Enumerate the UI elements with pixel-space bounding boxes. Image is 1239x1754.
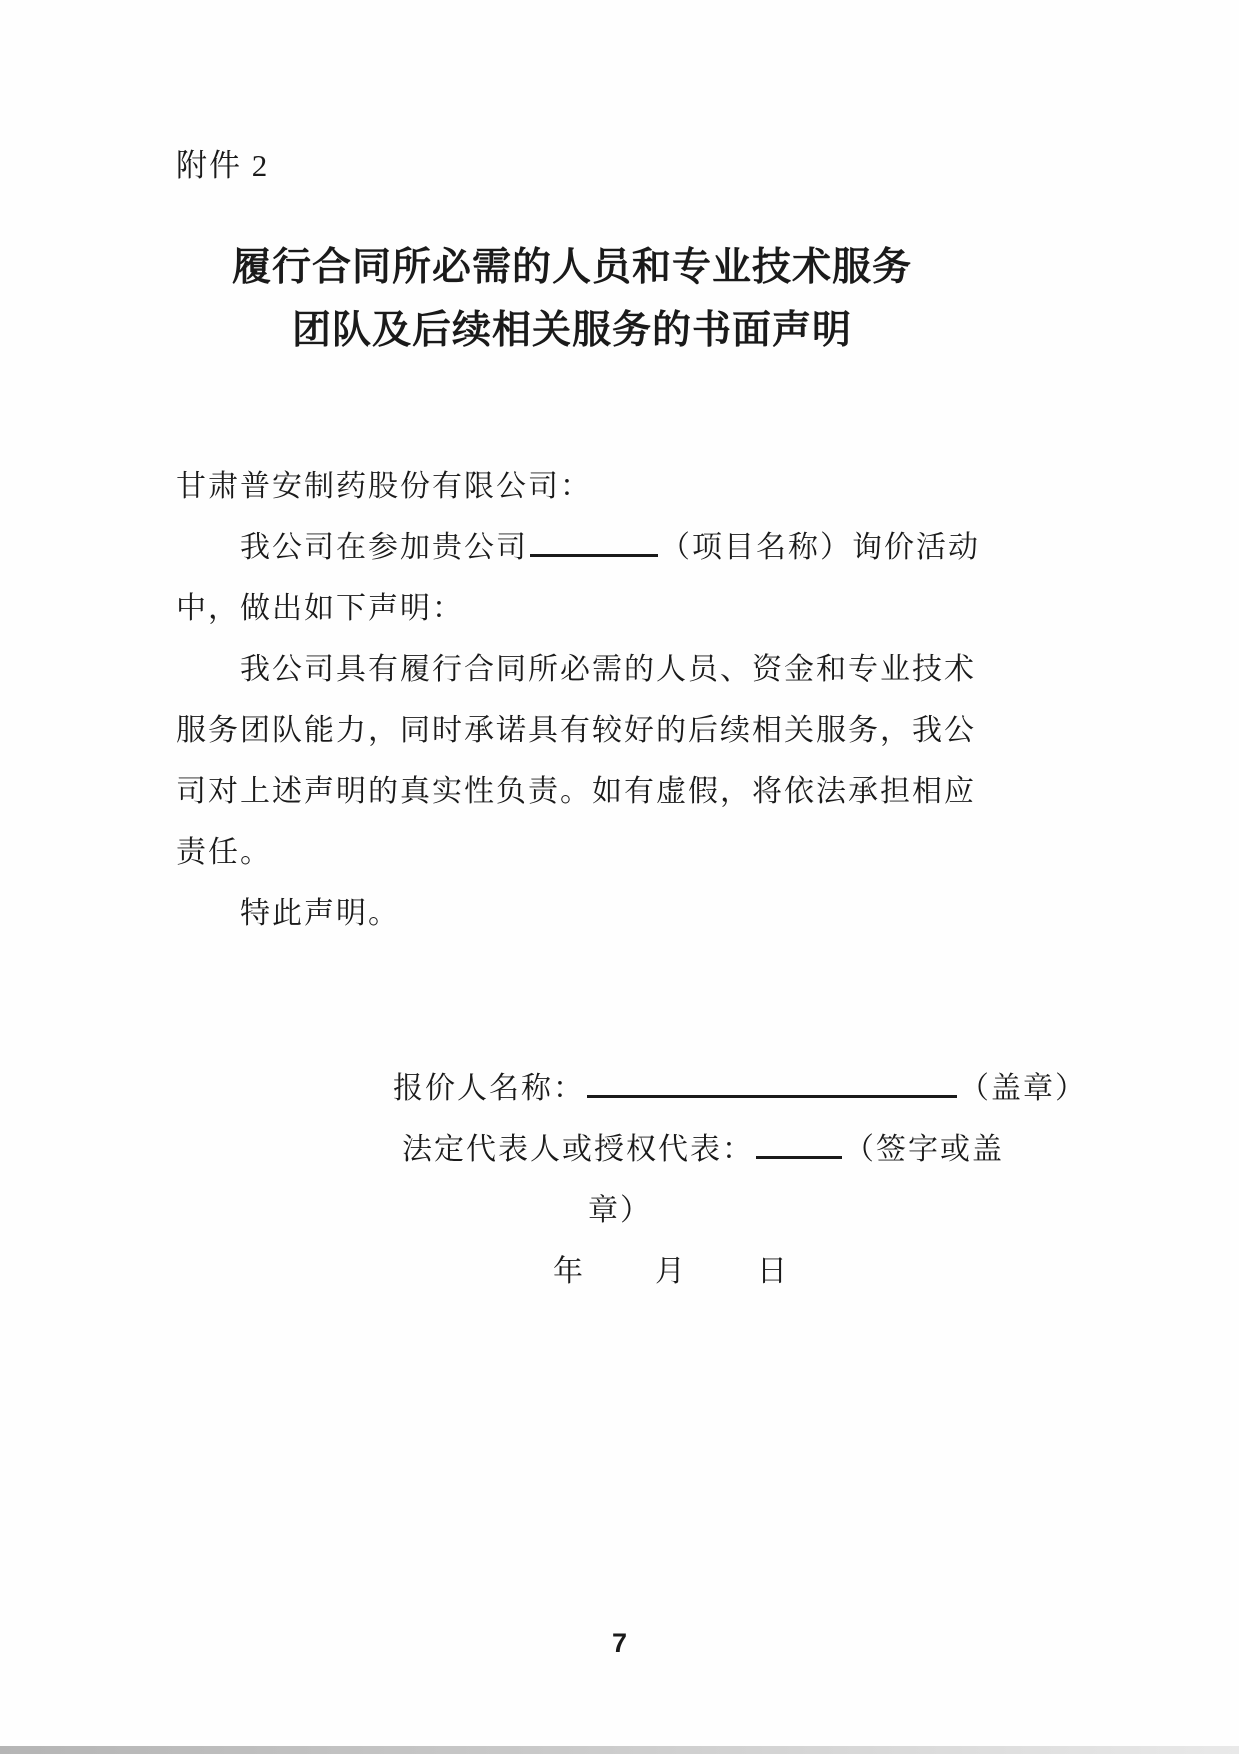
representative-label: 法定代表人或授权代表： xyxy=(402,1133,754,1166)
paragraph-1-line-1 xyxy=(176,517,980,578)
attachment-label: 附件 2 xyxy=(176,148,270,183)
bidder-name-label: 报价人名称： xyxy=(393,1072,585,1105)
scan-edge-artifact xyxy=(0,1746,1239,1754)
paragraph-1-text-before-blank: 我公司在参加贵公司 xyxy=(240,531,528,564)
signature-block xyxy=(0,1058,1239,1302)
paragraph-2-line-1: 我公司具有履行合同所必需的人员、资金和专业技术 xyxy=(240,653,976,686)
salutation-line: 甘肃普安制药股份有限公司： xyxy=(176,470,592,503)
paragraph-3-declaration: 特此声明。 xyxy=(240,897,400,930)
bidder-seal-note: （盖章） xyxy=(959,1072,1087,1105)
representative-line xyxy=(402,1119,1239,1180)
date-month-label: 月 xyxy=(655,1255,687,1288)
paragraph-1-text-after-blank: （项目名称）询价活动 xyxy=(660,531,980,564)
bidder-name-line xyxy=(393,1058,1239,1119)
representative-note-line-1: （签字或盖 xyxy=(844,1133,1004,1166)
paragraph-2-line-3: 司对上述声明的真实性负责。如有虚假，将依法承担相应 xyxy=(176,775,976,808)
bidder-name-blank xyxy=(587,1065,957,1098)
representative-signature-blank xyxy=(756,1126,842,1159)
date-day-label: 日 xyxy=(757,1255,789,1288)
project-name-blank xyxy=(530,524,658,557)
paragraph-2-line-4: 责任。 xyxy=(176,836,272,869)
page-number: 7 xyxy=(611,1628,628,1658)
document-body xyxy=(176,456,980,944)
document-title-line-1: 履行合同所必需的人员和专业技术服务 xyxy=(231,246,912,289)
document-title-line-2: 团队及后续相关服务的书面声明 xyxy=(291,309,852,352)
paragraph-1-line-2: 中，做出如下声明： xyxy=(176,592,464,625)
date-line xyxy=(553,1241,1239,1302)
document-title xyxy=(176,236,968,362)
paragraph-2-line-2: 服务团队能力，同时承诺具有较好的后续相关服务，我公 xyxy=(176,714,976,747)
date-year-label: 年 xyxy=(553,1255,585,1288)
representative-note-line-2: 章） xyxy=(588,1194,652,1227)
